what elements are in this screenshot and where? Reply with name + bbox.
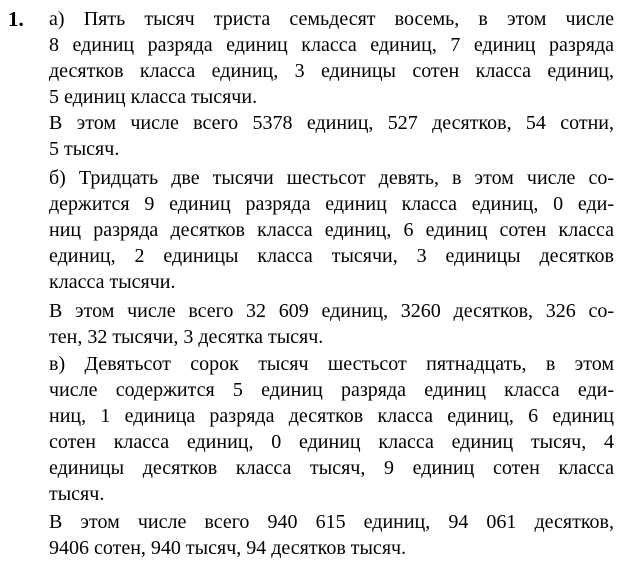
text-line: 9406 сотен, 940 тысяч, 94 десятков тысяч. (49, 537, 407, 559)
text-line: ниц разряда десятков класса единиц, 6 единиц сотен класса (49, 219, 614, 241)
text-line: единицы десятков класса тысяч, 9 единиц сотен класса (49, 457, 614, 479)
text-line: числе содержится 5 единиц разряда единиц класса еди- (49, 379, 614, 401)
problem-number: 1. (8, 7, 24, 31)
text-line: В этом числе всего 940 615 единиц, 94 061 десятков, (49, 511, 614, 533)
text-line: тен, 32 тысячи, 3 десятка тысяч. (49, 326, 324, 348)
text-line: держится 9 единиц разряда единиц класса единиц, 0 еди- (49, 193, 614, 215)
text-line: тысяч. (49, 483, 105, 505)
text-line: 5 тысяч. (49, 138, 120, 160)
text-line: 8 единиц разряда единиц класса единиц, 7 единиц разряда (49, 34, 614, 56)
text-line: ниц, 1 единица разряда десятков класса единиц, 6 единиц (49, 405, 614, 427)
text-line: В этом числе всего 32 609 единиц, 3260 десятков, 326 со- (49, 300, 614, 322)
text-line: класса тысячи. (49, 271, 176, 293)
text-line: 5 единиц класса тысячи. (49, 86, 258, 108)
text-line: единиц, 2 единицы класса тысячи, 3 единицы десятков (49, 245, 614, 267)
text-line: в) Девятьсот сорок тысяч шестьсот пятнадцать, в этом (49, 353, 614, 375)
text-line: десятков класса единиц, 3 единицы сотен класса единиц, (49, 60, 614, 82)
text-line: В этом числе всего 5378 единиц, 527 десятков, 54 сотни, (49, 112, 614, 134)
text-line: сотен класса единиц, 0 единиц класса единиц тысяч, 4 (49, 431, 614, 453)
text-line: а) Пять тысяч триста семьдесят восемь, в этом числе (49, 8, 614, 30)
text-line: б) Тридцать две тысячи шестьсот девять, в этом числе со- (49, 167, 614, 189)
